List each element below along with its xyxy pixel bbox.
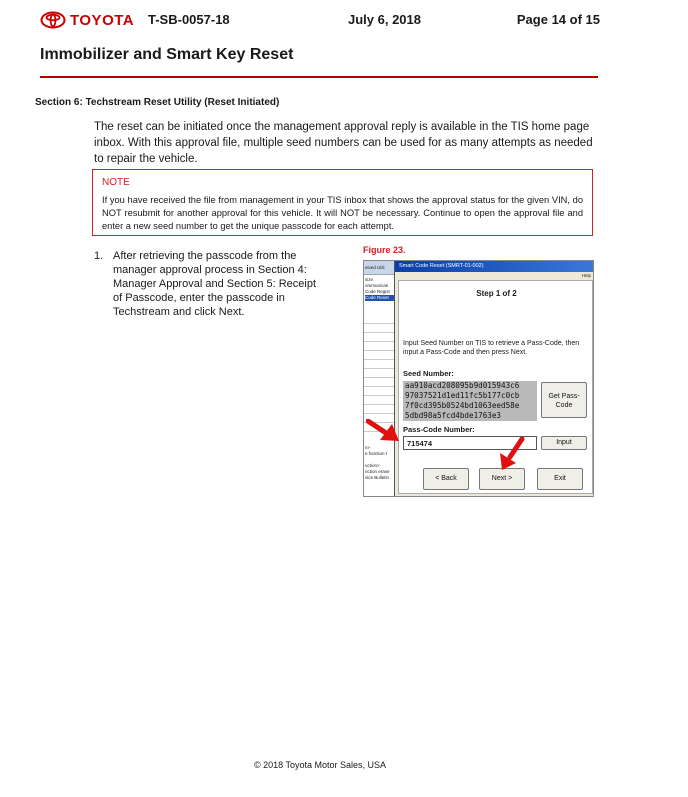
- figure-label: Figure 23.: [363, 245, 406, 255]
- seed-line: 97037521d1ed11fc5b177c0cb: [405, 391, 520, 400]
- seed-line: 5dbd98a5fcd4bde1763e3: [405, 411, 502, 420]
- dialog-instruction: Input Seed Number on TIS to retrieve a Pass-Code, then input a Pass-Code and then press Next.: [403, 340, 580, 356]
- seed-line: 7f0cd395b0524bd1063eed58e: [405, 401, 520, 410]
- bg-list-item: ommunicati: [365, 283, 389, 288]
- step-1: [94, 249, 326, 319]
- passcode-label: Pass-Code Number:: [403, 425, 475, 434]
- passcode-input[interactable]: 715474: [403, 436, 537, 450]
- toyota-emblem-icon: [40, 11, 66, 29]
- bg-lower-line: e function t: [365, 451, 388, 456]
- bulletin-date: July 6, 2018: [348, 12, 421, 27]
- intro-paragraph: The reset can be initiated once the management approval reply is available in the TIS home page inbox. With this approval file, multiple seed numbers can be used for as many attempts as needed to repair the vehicle.: [94, 121, 593, 165]
- bg-lower-line: vice Bulletin: [365, 475, 390, 480]
- smart-code-reset-dialog: [394, 261, 594, 497]
- exit-button[interactable]: Exit: [537, 468, 583, 490]
- bg-window-title: eived Utili: [364, 261, 403, 275]
- next-button[interactable]: Next >: [479, 468, 525, 490]
- step-number: 1.: [94, 250, 104, 262]
- bg-list-item-selected[interactable]: Code Reset: [365, 295, 402, 301]
- section-title: Section 6: Techstream Reset Utility (Reset Initiated): [35, 97, 280, 108]
- get-passcode-button[interactable]: Get Pass-Code: [541, 382, 587, 418]
- dialog-step-title: Step 1 of 2: [476, 289, 517, 298]
- note-body: If you have received the file from management in your TIS inbox that shows the approval status for the given VIN, do NOT resubmit for another approval for this vehicle. It will NOT be necessary. Continue to open the approval file and enter a new seed number to get the unique passcode for each attempt.: [102, 195, 583, 231]
- figure-screenshot: [363, 260, 594, 497]
- arrow-to-next-icon: [498, 437, 526, 471]
- bg-list-item: size: [365, 277, 374, 282]
- help-menu[interactable]: Help: [581, 273, 591, 278]
- bg-lower-line: nction erase: [365, 469, 390, 474]
- toyota-logo: [40, 10, 134, 30]
- seed-number-label: Seed Number:: [403, 369, 454, 378]
- bg-lower-line: uction>: [365, 463, 380, 468]
- document-title: Immobilizer and Smart Key Reset: [40, 46, 294, 63]
- page-number: Page 14 of 15: [516, 12, 600, 27]
- page-footer: © 2018 Toyota Motor Sales, USA: [253, 760, 387, 770]
- logo-text: TOYOTA: [70, 11, 135, 29]
- title-divider: [40, 76, 598, 78]
- note-box: [92, 169, 593, 236]
- note-heading: NOTE: [102, 177, 130, 188]
- page-header: [40, 10, 600, 30]
- arrow-to-passcode-icon: [366, 419, 400, 445]
- bg-list-item: Code Regist: [365, 289, 390, 294]
- back-button[interactable]: < Back: [423, 468, 469, 490]
- dialog-title-bar: Smart Code Reset (SMRT-01-002): [395, 261, 594, 272]
- bulletin-number: T-SB-0057-18: [148, 12, 230, 27]
- seed-number-field[interactable]: [403, 381, 537, 421]
- input-button[interactable]: Input: [541, 436, 587, 450]
- seed-line: aa910acd208095b9d015943c6: [405, 381, 520, 390]
- bg-lower-line: n>: [365, 445, 371, 450]
- step-text: After retrieving the passcode from the manager approval process in Section 4: Manager Approval and Section 5: Receipt of Passcode, enter the passcode in Techstream and click Next.: [113, 250, 317, 318]
- dialog-content: [398, 280, 593, 494]
